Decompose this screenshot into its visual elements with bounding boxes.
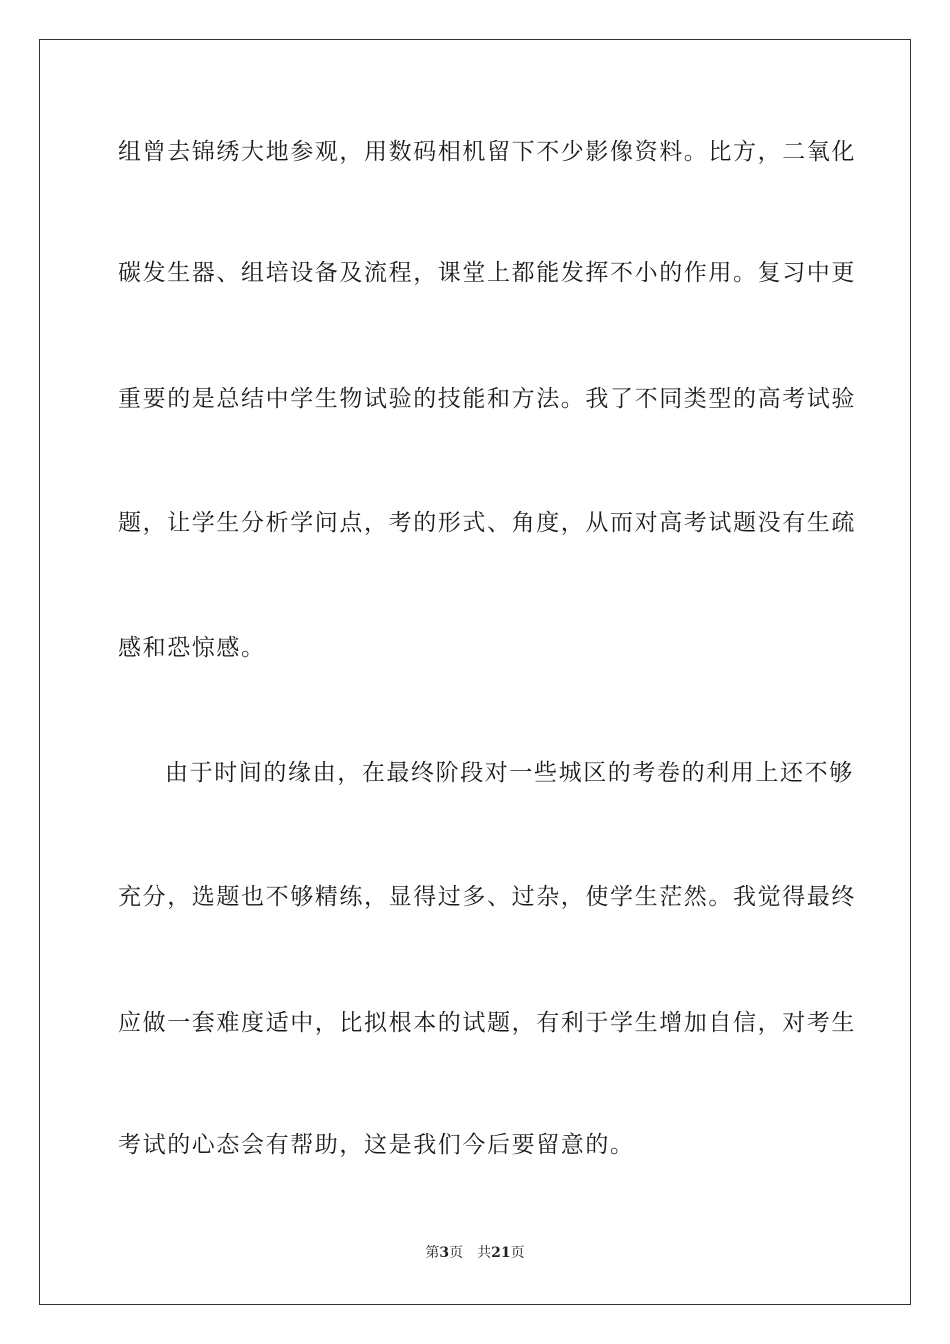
- page-border: [39, 39, 911, 1305]
- page-footer: [0, 1244, 950, 1262]
- paragraph-2-line-1: 由于时间的缘由，在最终阶段对一些城区的考卷的利用上还不够: [165, 760, 854, 786]
- paragraph-1-line-5: 感和恐惊感。: [118, 635, 266, 661]
- paragraph-1-line-3: 重要的是总结中学生物试验的技能和方法。我了不同类型的高考试验: [118, 386, 856, 412]
- footer-total-number: 21: [491, 1245, 511, 1261]
- footer-page-prefix: 第: [425, 1245, 440, 1261]
- footer-total-suffix: 页: [510, 1245, 525, 1261]
- footer-total-prefix: 共: [477, 1245, 492, 1261]
- paragraph-2-line-4: 考试的心态会有帮助，这是我们今后要留意的。: [118, 1132, 635, 1158]
- footer-page-number: 3: [439, 1245, 450, 1261]
- paragraph-2-line-2: 充分，选题也不够精练，显得过多、过杂，使学生茫然。我觉得最终: [118, 884, 856, 910]
- paragraph-1-line-4: 题，让学生分析学问点，考的形式、角度，从而对高考试题没有生疏: [118, 510, 856, 536]
- footer-page-suffix: 页: [449, 1245, 464, 1261]
- paragraph-2-line-3: 应做一套难度适中，比拟根本的试题，有利于学生增加自信，对考生: [118, 1010, 856, 1036]
- paragraph-1-line-2: 碳发生器、组培设备及流程，课堂上都能发挥不小的作用。复习中更: [118, 260, 856, 286]
- paragraph-1-line-1: 组曾去锦绣大地参观，用数码相机留下不少影像资料。比方，二氧化: [118, 139, 856, 165]
